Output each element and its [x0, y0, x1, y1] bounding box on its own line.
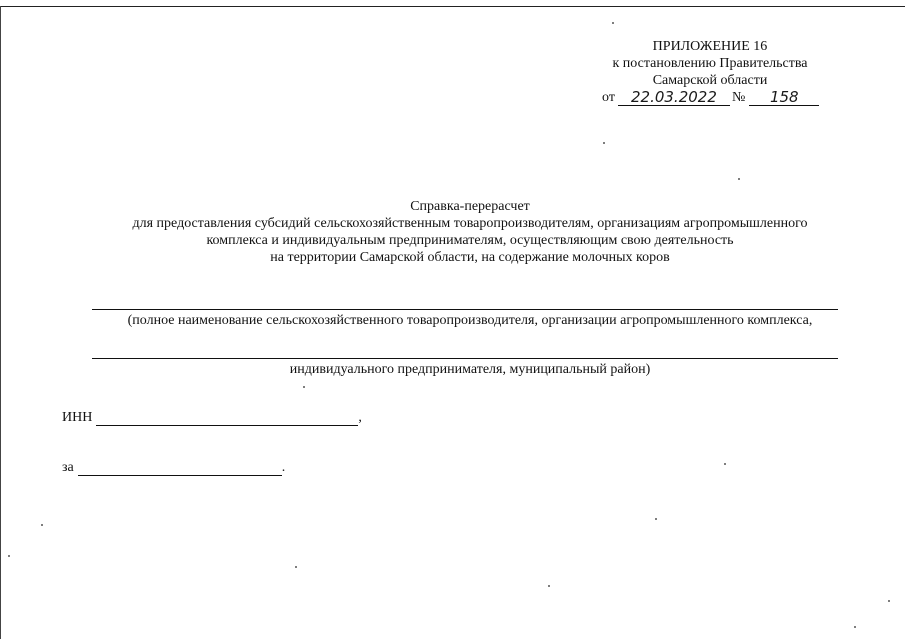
organization-name-line — [92, 309, 838, 310]
scan-speck — [655, 518, 657, 520]
scan-speck — [303, 386, 305, 388]
page-border-top — [0, 6, 905, 7]
inn-label: ИНН — [62, 410, 93, 425]
scan-speck — [41, 524, 43, 526]
appendix-line2: к постановлению Правительства — [612, 56, 808, 71]
from-label: от — [602, 90, 615, 105]
scan-speck — [548, 585, 550, 587]
document-title-block — [60, 198, 880, 266]
inn-suffix: , — [358, 410, 362, 425]
appendix-title: ПРИЛОЖЕНИЕ 16 — [652, 39, 768, 54]
period-suffix: . — [281, 460, 286, 475]
document-title: Справка-перерасчет — [410, 199, 530, 214]
document-description-line2: комплекса и индивидуальным предпринимателям, осуществляющим свою деятельность — [206, 233, 734, 248]
scan-speck — [738, 178, 740, 180]
scan-speck — [888, 600, 890, 602]
scan-speck — [612, 22, 614, 24]
document-description-line1: для предоставления субсидий сельскохозяйственным товаропроизводителям, организациям агропромышленного — [132, 216, 808, 231]
decree-row — [602, 89, 840, 106]
period-label: за — [62, 460, 74, 475]
page-border-left — [0, 6, 1, 639]
inn-field — [62, 410, 362, 426]
scan-speck — [8, 555, 10, 557]
scan-speck — [854, 626, 856, 628]
handwritten-date: 22.03.2022 — [618, 90, 730, 106]
organization-caption-2: индивидуального предпринимателя, муниципальный район) — [289, 362, 651, 377]
handwritten-number: 158 — [749, 90, 819, 106]
scan-speck — [603, 142, 605, 144]
number-label: № — [731, 90, 746, 105]
organization-caption-1: (полное наименование сельскохозяйственного товаропроизводителя, организации агропромышленного комплекса, — [127, 313, 813, 328]
period-field — [62, 460, 285, 476]
inn-input-line[interactable] — [96, 411, 358, 426]
scan-speck — [295, 566, 297, 568]
organization-name-line-2 — [92, 358, 838, 359]
appendix-header — [580, 38, 840, 106]
document-description-line3: на территории Самарской области, на содержание молочных коров — [270, 250, 670, 265]
appendix-line3: Самарской области — [652, 73, 768, 88]
scan-speck — [724, 463, 726, 465]
period-input-line[interactable] — [78, 461, 282, 476]
